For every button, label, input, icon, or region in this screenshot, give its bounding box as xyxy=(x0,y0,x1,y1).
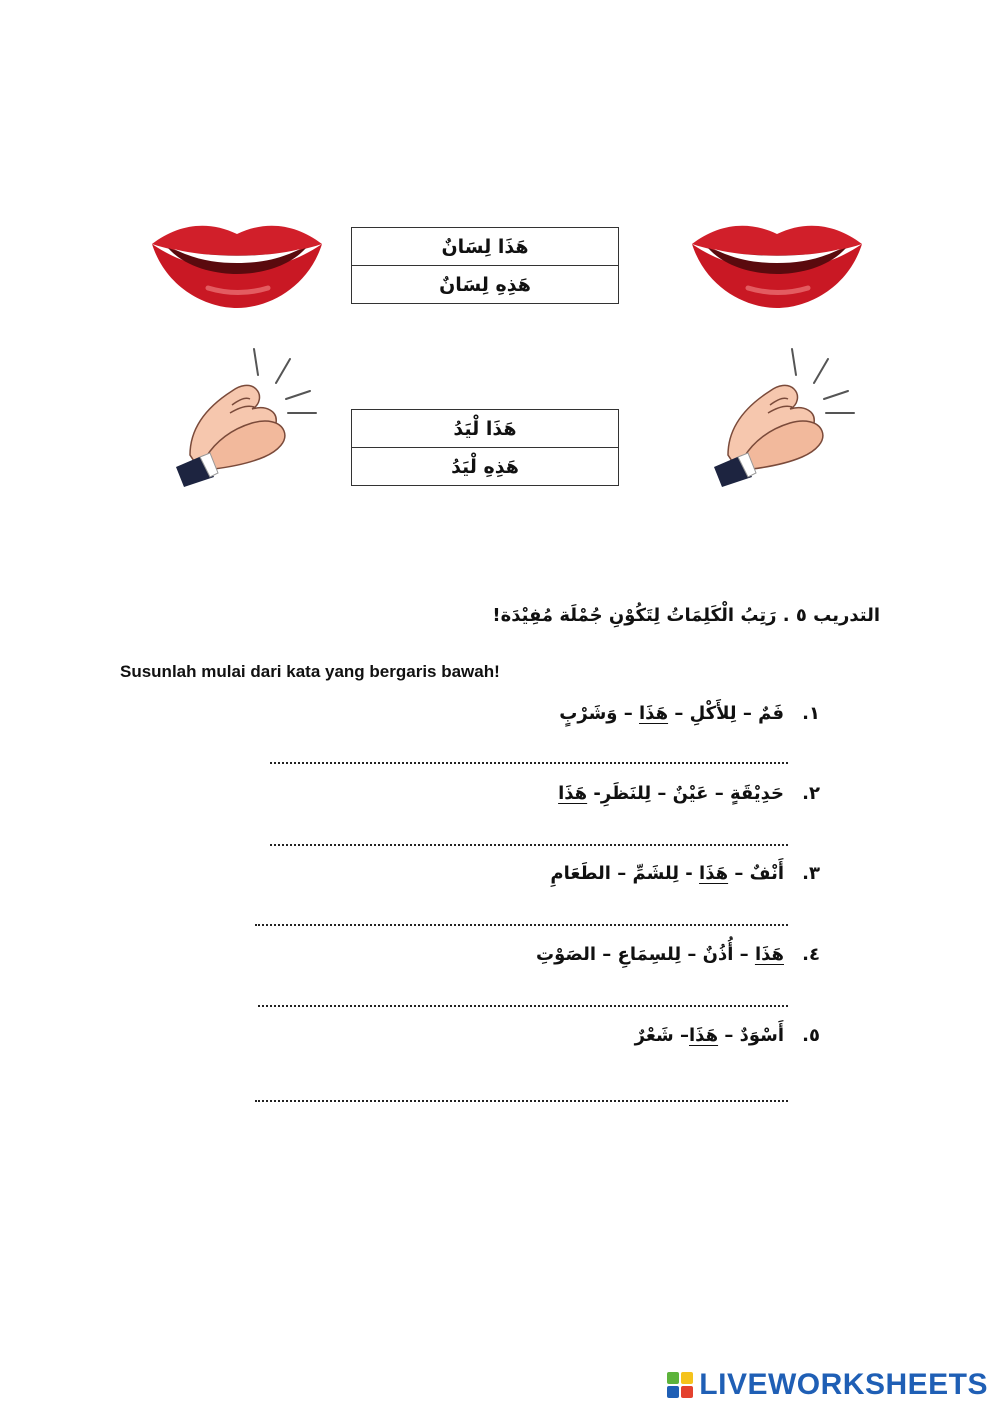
answer-field-1[interactable] xyxy=(270,740,788,764)
answer-field-2[interactable] xyxy=(270,822,788,846)
underlined-word: هَذَا xyxy=(639,703,669,724)
answer-field-3[interactable] xyxy=(255,902,788,926)
liveworksheets-logo-icon xyxy=(667,1372,693,1398)
answer-field-5[interactable] xyxy=(255,1078,788,1102)
brand-name: LIVEWORKSHEETS xyxy=(699,1368,988,1401)
underlined-word: هَذَا xyxy=(558,783,588,804)
question-text: – أُذُنٌ – لِلسِمَاعِ – الصَوْتِ xyxy=(535,944,755,965)
choice-box-tangan xyxy=(351,409,619,486)
question-5 xyxy=(635,1025,820,1046)
question-3 xyxy=(550,863,820,884)
question-1 xyxy=(559,703,820,724)
choice-box-lidah xyxy=(351,227,619,304)
answer-field-4[interactable] xyxy=(258,983,788,1007)
underlined-word: هَذَا xyxy=(689,1025,719,1046)
question-text: حَدِيْقَةٍ – عَيْنٌ – لِلنَظَرِ- xyxy=(587,783,784,804)
question-text: – وَشَرْبٍ xyxy=(559,703,639,724)
question-number: ٥. xyxy=(802,1025,820,1046)
exercise-instruction: Susunlah mulai dari kata yang bergaris bawah! xyxy=(120,662,500,681)
question-number: ٤. xyxy=(802,944,820,965)
underlined-word: هَذَا xyxy=(754,944,784,965)
question-4 xyxy=(536,944,820,965)
question-number: ٢. xyxy=(802,783,820,804)
question-number: ٣. xyxy=(802,863,820,884)
lips-icon xyxy=(688,218,866,310)
exercise-title: التدريب ٥ . رَتِبُ الْكَلِمَاتُ لِتَكُوْنِ جُمْلَة مُفِيْدَة! xyxy=(492,605,880,626)
question-text: – شَعْرٌ xyxy=(634,1025,689,1046)
question-text: فَمٌ – لِلأَكْلِ – xyxy=(668,703,784,724)
choice-option[interactable]: هَذَا لْيَدُ xyxy=(453,417,517,440)
question-text: - لِلشَمِّ – الطَعَامِ xyxy=(550,863,700,884)
question-number: ١. xyxy=(802,703,820,724)
clapping-hands-icon xyxy=(170,345,320,490)
choice-option[interactable]: هَذَا لِسَانٌ xyxy=(441,235,529,258)
liveworksheets-logo[interactable] xyxy=(667,1368,988,1402)
question-2 xyxy=(558,783,820,804)
choice-option[interactable]: هَذِهِ لْيَدُ xyxy=(352,447,618,485)
underlined-word: هَذَا xyxy=(699,863,729,884)
question-text: أَنْفٌ – xyxy=(728,863,784,884)
question-text: أَسْوَدٌ – xyxy=(718,1025,784,1046)
lips-icon xyxy=(148,218,326,310)
clapping-hands-icon xyxy=(708,345,858,490)
choice-option[interactable]: هَذِهِ لِسَانٌ xyxy=(352,265,618,303)
